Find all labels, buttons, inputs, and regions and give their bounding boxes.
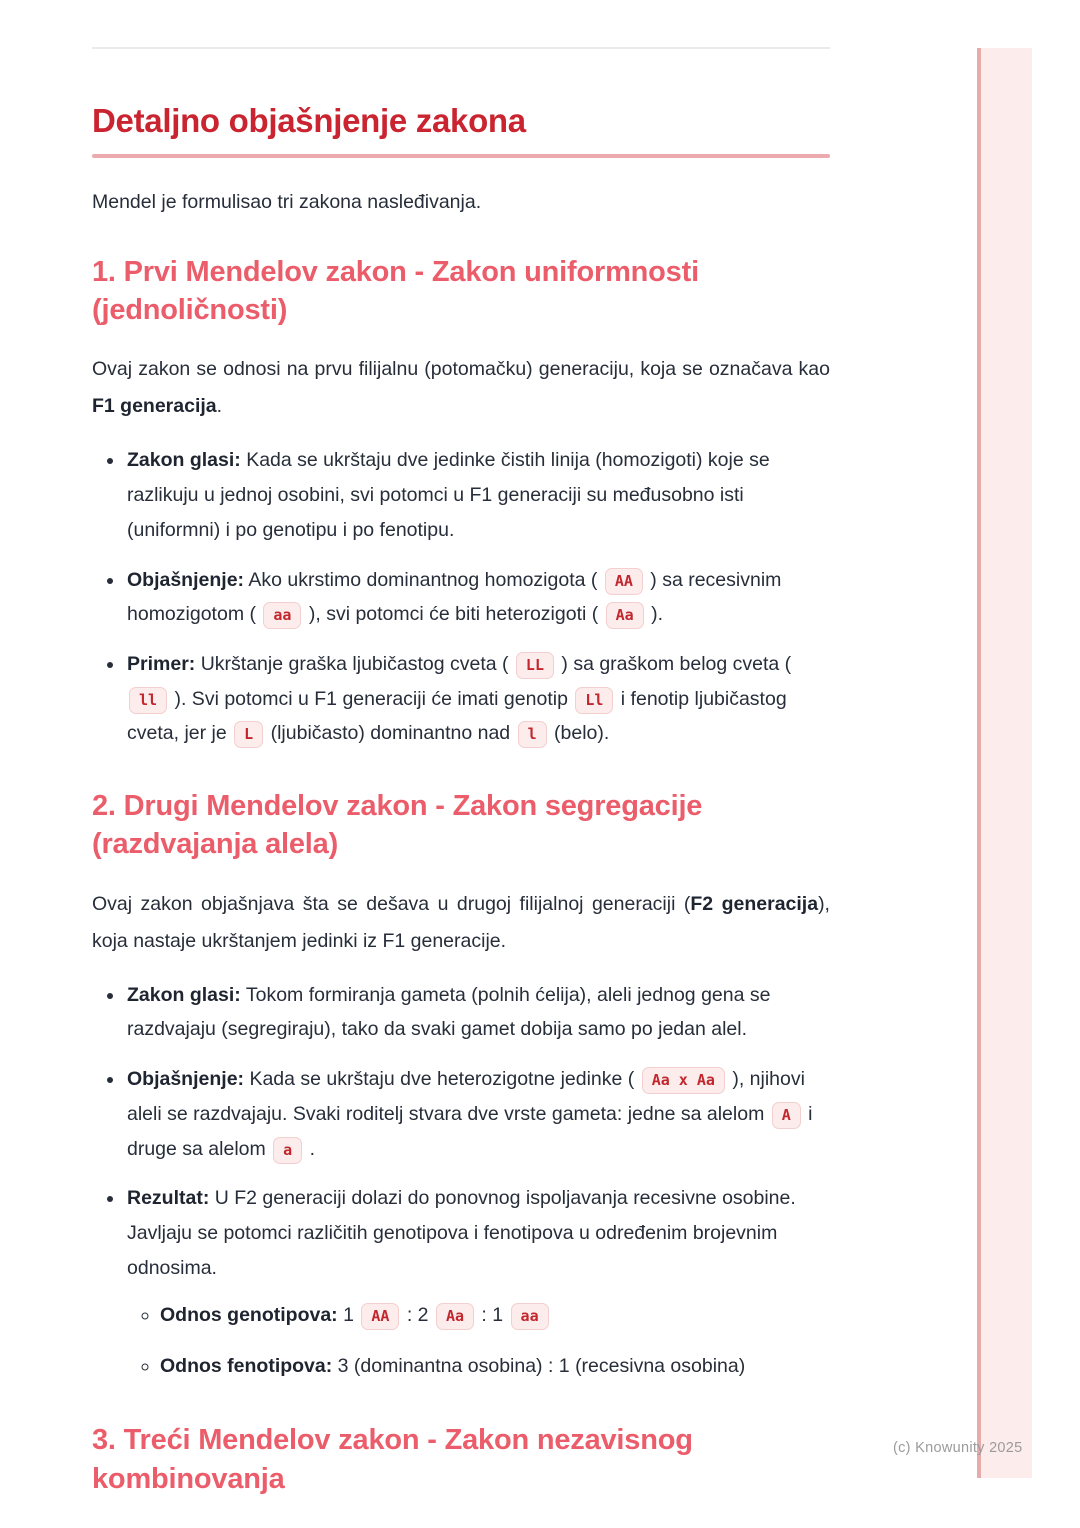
page-title: Detaljno objašnjenje zakona: [92, 102, 526, 139]
text-run: ), njihovi aleli se razdvajaju. Svaki roditelj stvara dve vrste gameta: jedne sa alelom: [127, 1068, 805, 1125]
text-run: Ako ukrstimo dominantnog homozigota (: [244, 568, 603, 591]
bullet-item: [125, 1062, 830, 1166]
bullet-list: [92, 443, 830, 751]
text-run: Ukrštanje graška ljubičastog cveta (: [195, 652, 514, 675]
intro-text: Mendel je formulisao tri zakona nasleđivanja.: [92, 190, 482, 213]
genotype-code-badge: AA: [361, 1303, 399, 1330]
genotype-code-badge: L: [234, 721, 263, 748]
text-run: ), koja nastaje ukrštanjem jedinki iz F1 generacije.: [92, 892, 830, 952]
bold-text: F2 generacija: [690, 892, 819, 915]
text-run: .: [304, 1137, 316, 1160]
section-paragraph: [92, 351, 830, 425]
section-heading: 2. Drugi Mendelov zakon - Zakon segregacije (razdvajanja alela): [92, 790, 703, 861]
document-content: [92, 0, 830, 1498]
genotype-code-badge: A: [772, 1102, 801, 1129]
text-run: : 2: [401, 1304, 434, 1327]
section-heading: 3. Treći Mendelov zakon - Zakon nezavisnog kombinovanja: [92, 1424, 693, 1495]
text-run: Ovaj zakon objašnjava šta se dešava u drugoj filijalnoj generaciji (: [92, 892, 691, 915]
bullet-item: [125, 978, 830, 1047]
genotype-code-badge: LL: [516, 652, 554, 679]
text-run: : 1: [476, 1304, 509, 1327]
section-heading: 1. Prvi Mendelov zakon - Zakon uniformnosti (jednoličnosti): [92, 255, 699, 327]
text-run: i fenotip ljubičastog cveta, jer je: [127, 687, 787, 745]
section-paragraph: [92, 886, 830, 960]
sub-bullet-item: [160, 1297, 830, 1334]
text-run: ).: [645, 603, 664, 626]
bullet-item: [125, 647, 830, 751]
bullet-item: [125, 443, 830, 547]
text-run: ) sa graškom belog cveta (: [555, 652, 792, 675]
bold-text: Odnos fenotipova:: [160, 1355, 333, 1378]
copyright-text: (c) Knowunity 2025: [893, 1440, 1023, 1456]
text-run: ). Svi potomci u F1 generaciji će imati genotip: [169, 687, 574, 710]
text-run: U F2 generaciji dolazi do ponovnog ispoljavanja recesivne osobine. Javljaju se potomci različitih genotipova i fenotipova u određenim brojevnim odnosima.: [127, 1187, 796, 1279]
genotype-code-badge: ll: [129, 687, 167, 714]
bold-text: Zakon glasi:: [127, 983, 241, 1006]
bold-text: Rezultat:: [127, 1187, 210, 1210]
bold-text: Primer:: [127, 652, 196, 675]
top-divider-line: [92, 47, 830, 49]
text-run: (belo).: [548, 722, 610, 745]
text-run: 3 (dominantna osobina) : 1 (recesivna osobina): [332, 1355, 746, 1378]
page-side-bar: [977, 48, 1032, 1478]
genotype-code-badge: a: [273, 1137, 302, 1164]
text-run: ) sa recesivnim homozigotom (: [127, 568, 782, 626]
bullet-list: [92, 978, 830, 1386]
bullet-item: [125, 563, 830, 632]
bullet-item: [125, 1181, 830, 1385]
genotype-code-badge: Aa: [606, 602, 644, 629]
text-run: 1: [337, 1304, 360, 1327]
bold-text: Objašnjenje:: [127, 568, 245, 591]
text-run: Kada se ukrštaju dve heterozigotne jedinke (: [244, 1068, 640, 1091]
genotype-code-badge: AA: [605, 568, 643, 595]
bold-text: Odnos genotipova:: [160, 1304, 338, 1327]
sections-container: [92, 253, 830, 1498]
genotype-code-badge: l: [518, 721, 547, 748]
text-run: (ljubičasto) dominantno nad: [265, 722, 516, 745]
genotype-code-badge: aa: [263, 602, 301, 629]
text-run: Kada se ukrštaju dve jedinke čistih linija (homozigoti) koje se razlikuju u jednoj osobini, svi potomci u F1 generaciji su međusobno isti (uniformni) i po genotipu i po fenotipu.: [127, 449, 770, 541]
genotype-code-badge: aa: [511, 1303, 549, 1330]
genotype-code-badge: Ll: [575, 687, 613, 714]
bold-text: Objašnjenje:: [127, 1068, 245, 1091]
genotype-code-badge: Aa: [436, 1303, 474, 1330]
text-run: Tokom formiranja gameta (polnih ćelija), aleli jednog gena se razdvajaju (segregiraju), tako da svaki gamet dobija samo po jedan alel.: [127, 983, 771, 1041]
text-run: ), svi potomci će biti heterozigoti (: [303, 603, 604, 626]
sub-bullet-item: [160, 1348, 830, 1385]
text-run: .: [216, 395, 223, 418]
text-run: i druge sa alelom: [127, 1102, 813, 1160]
text-run: Ovaj zakon se odnosi na prvu filijalnu (potomačku) generaciju, koja se označava kao: [92, 358, 830, 381]
bold-text: F1 generacija: [92, 395, 217, 418]
sub-bullet-list: [127, 1297, 830, 1385]
bold-text: Zakon glasi:: [127, 449, 241, 472]
title-underline: [92, 154, 830, 158]
genotype-code-badge: Aa x Aa: [642, 1067, 725, 1094]
